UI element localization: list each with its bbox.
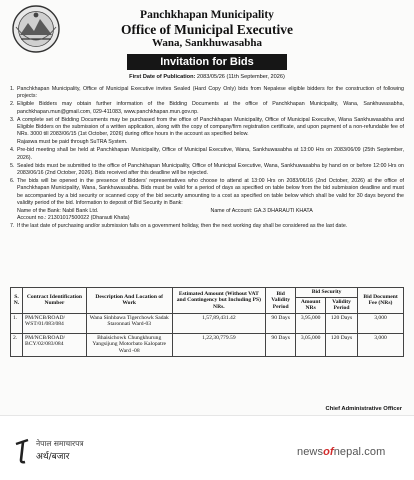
- signatory-title: Chief Administrative Officer: [325, 406, 402, 412]
- source-footer: [0, 415, 414, 480]
- cell-security-validity: 120 Days: [326, 313, 358, 333]
- newspaper-logo-icon: [14, 438, 30, 464]
- org-name: Panchkhapan Municipality: [140, 9, 274, 21]
- paragraph: [10, 223, 404, 230]
- watermark-part: news: [297, 446, 324, 458]
- paragraph-text: A complete set of Bidding Documents may be purchased from the office of Panchkhapan Municipality, Office of Municipal Executive, Wana Sankhuwasabha and Eligible Bidders on the submission of a written application, along with the copy of company/firm registration certificate, and upon payment of a non-refundable fee of NRs. 3000 till 2083/06/15 (1st October, 2026) during office hours in the account as specified below.: [17, 116, 404, 138]
- paragraph-number: 7.: [10, 222, 15, 229]
- paragraph-number: 6.: [10, 177, 15, 184]
- col-header-estimate: Estimated Amount (Without VAT and Contingency but Including PS) NRs.: [172, 288, 266, 314]
- paragraph-text: If the last date of purchasing and/or submission falls on a government holiday, then the next working day shall be considered as the last date.: [17, 222, 348, 229]
- paragraph-text: The bids will be opened in the presence of Bidders' representatives who choose to attend at 13:00 Hrs on 2083/06/16 (2nd October, 2026) at the office of Panchkhapan Municipality, Wana, Sankhuwasabha. Bids must be valid for a period of days as specified on table below from the bid submission deadline and must be accompanied by a bid security or scanned copy of the bid security amounting to a cost as specified on table below which shall be valid for 30 days beyond the validity period of the bid. Information to deposit of Bid Security in Bank:: [17, 177, 404, 207]
- source-name: नेपाल समाचारपत्र: [36, 439, 84, 448]
- watermark-part: of: [323, 446, 334, 458]
- paragraph-number: 5.: [10, 162, 15, 169]
- col-header-fee: Bid Document Fee (NRs): [358, 288, 404, 314]
- bank-name: Name of the Bank: Nabil Bank Ltd.: [17, 208, 99, 214]
- cell-fee: 3,000: [358, 333, 404, 356]
- paragraph: [10, 163, 404, 178]
- office-name: Office of Municipal Executive: [120, 22, 294, 37]
- col-header-security: Bid Security: [296, 288, 358, 298]
- cell-fee: 3,000: [358, 313, 404, 333]
- watermark-part: nepal.com: [333, 446, 386, 458]
- col-header-security-validity: Validity Period: [326, 297, 358, 313]
- paragraph-text: Pre-bid meeting shall be held at Panchkhapan Municipality, Office of Municipal Executive, Wana, Sankhuwasabha at 13:00 Hrs on 2083/06/09 (25th September, 2026).: [17, 147, 404, 161]
- account-name: Name of Account: GA.3 DHARAUTI KHATA: [210, 208, 313, 214]
- paragraph-text: Sealed bids must be submitted to the office of Panchkhapan Municipality, Office of Municipal Executive, Wana, Sankhuwasabha by hand on or before 12:00 Hrs on 2083/06/16 (2nd October, 2026). Bids received after this deadline will be rejected.: [17, 162, 404, 176]
- paragraph: [10, 178, 404, 208]
- site-watermark: [297, 446, 385, 458]
- cell-description: Wana Sinhbawa Tigerchowk Sadak Staronnati Ward-03: [86, 313, 172, 333]
- table-header-row: [11, 288, 404, 298]
- paragraph: [10, 117, 404, 139]
- paragraph-number: 2.: [10, 101, 15, 108]
- cell-estimate: 1,22,30,779.59: [172, 333, 266, 356]
- publication-date-value: 2083/05/26 (11th September, 2026): [196, 74, 285, 80]
- cell-amount: 3,95,000: [296, 313, 326, 333]
- bank-info: [10, 208, 404, 215]
- publication-date-label: First Date of Publication:: [129, 74, 196, 80]
- paragraph: [10, 101, 404, 116]
- source-section: अर्थ/बजार: [36, 452, 70, 462]
- paragraph-number: [10, 139, 17, 146]
- cell-contract: PM/NCB/ROAD/ WST/01/083/084: [22, 313, 86, 333]
- col-header-contract: Contract Identification Number: [22, 288, 86, 314]
- cell-validity: 90 Days: [266, 313, 296, 333]
- office-location: Wana, Sankhuwasabha: [151, 37, 263, 49]
- paragraph-number: 3.: [10, 116, 15, 123]
- cell-validity: 90 Days: [266, 333, 296, 356]
- col-header-sn: S. N.: [11, 288, 23, 314]
- cell-estimate: 1,57,89,431.42: [172, 313, 266, 333]
- account-number: Account no.: 21301017500022 (Dharauti Khata): [17, 215, 130, 222]
- cell-sn: 2.: [11, 333, 23, 356]
- paragraph: [10, 147, 404, 162]
- paragraph-text: Rajaswa must be paid through SuTRA System.: [17, 139, 128, 146]
- paragraph-number: 4.: [10, 147, 15, 154]
- table-row: [11, 313, 404, 333]
- notice-body: [10, 86, 404, 231]
- col-header-amount: Amount NRs: [296, 297, 326, 313]
- paragraph: [10, 139, 404, 146]
- paragraph: [10, 86, 404, 101]
- paragraph-text: Panchkhapan Municipality, Office of Municipal Executive invites Sealed (Hard Copy Only) bids from Nepalese eligible bidders for the construction of following projects:: [17, 86, 404, 100]
- paragraph-text: Eligible Bidders may obtain further information of the Bidding Documents at the office of Panchkhapan Municipality, Wana, Sankhuwasabha, panchkhapan.mun@gmail.com, 029-411083, www.panchkhapan.mun.gov.np.: [17, 101, 404, 115]
- publication-date: [0, 74, 414, 80]
- paragraph-number: 1.: [10, 86, 15, 92]
- bids-table: [10, 287, 404, 357]
- cell-contract: PM/NCB/ROAD/ BCY/02/083/084: [22, 333, 86, 356]
- cell-sn: 1.: [11, 313, 23, 333]
- col-header-description: Description And Location of Work: [86, 288, 172, 314]
- notice-header: [0, 0, 414, 56]
- cell-amount: 3,05,000: [296, 333, 326, 356]
- col-header-validity: Bid Validity Period: [266, 288, 296, 314]
- notice-title: Invitation for Bids: [127, 54, 287, 70]
- cell-security-validity: 120 Days: [326, 333, 358, 356]
- table-row: [11, 333, 404, 356]
- cell-description: Bhaisichowk Chungkhurung Yangsijung Motorbato Kalopatre Ward -08: [86, 333, 172, 356]
